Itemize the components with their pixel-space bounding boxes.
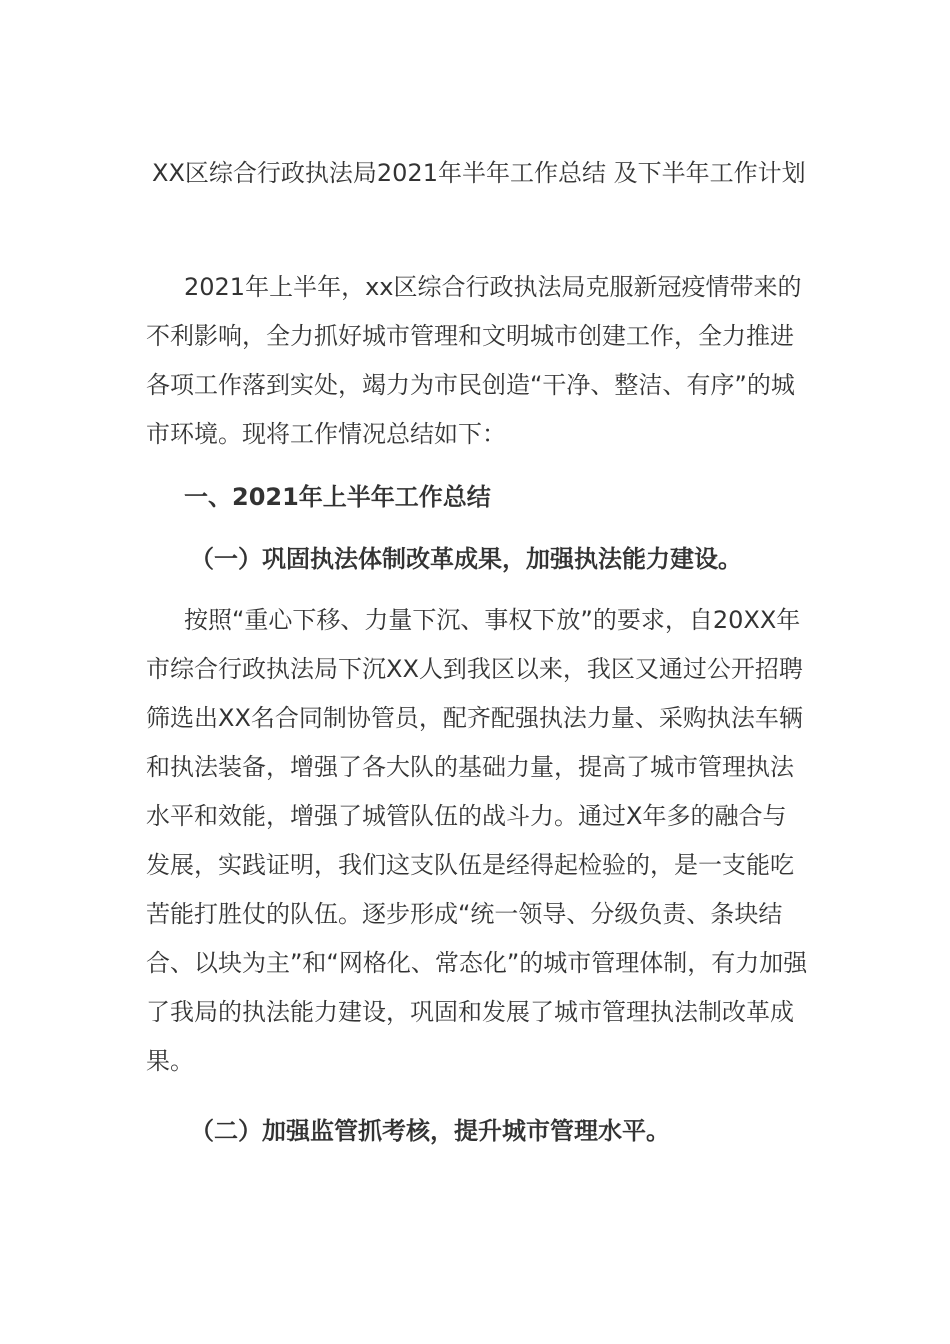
subsection-heading-2: （二）加强监管抓考核，提升城市管理水平。 (190, 1117, 670, 1145)
intro-paragraph: 2021年上半年，xx区综合行政执法局克服新冠疫情带来的不利影响，全力抓好城市管理和文明城市创建工作，全力推进各项工作落到实处，竭力为市民创造“干净、整洁、有序”的城市环境。现将工作情况总结如下： (146, 273, 802, 448)
section-heading-1: 一、2021年上半年工作总结 (184, 483, 491, 511)
subsection-heading-1: （一）巩固执法体制改革成果，加强执法能力建设。 (190, 545, 742, 573)
document-title: XX区综合行政执法局2021年半年工作总结 及下半年工作计划 (152, 159, 806, 187)
subsection-1-paragraph: 按照“重心下移、力量下沉、事权下放”的要求，自20XX年市综合行政执法局下沉XX人到我区以来，我区又通过公开招聘筛选出XX名合同制协管员，配齐配强执法力量、采购执法车辆和执法装备，增强了各大队的基础力量，提高了城市管理执法水平和效能，增强了城管队伍的战斗力。通过X年多的融合与发展，实践证明，我们这支队伍是经得起检验的，是一支能吃苦能打胜仗的队伍。逐步形成“统一领导、分级负责、条块结合、以块为主”和“网格化、常态化”的城市管理体制，有力加强了我局的执法能力建设，巩固和发展了城市管理执法制改革成果。 (146, 606, 808, 1075)
